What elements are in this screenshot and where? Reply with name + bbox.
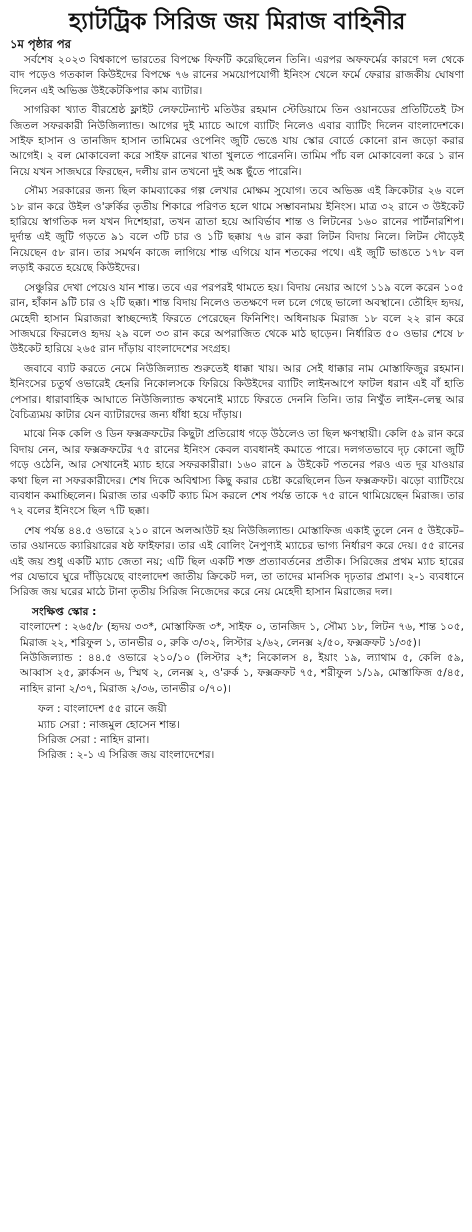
article-paragraph: সাগরিকা খ্যাত বীরশ্রেষ্ঠ ফ্লাইট লেফটেন্যান্ট মতিউর রহমান স্টেডিয়ামে তিন ওয়ানডের প্রতিটিতেই টস জিতল সফরকারী নিউজিল্যান্ড। আগের দুই ম্যাচে আগে ব্যাটিং নিলেও এবার ব্যাটিং দিলেন বাংলাদেশকে। সাইফ হাসান ও তানজিদ হাসান তামিমের ওপেনিং জুটি ভেঙে যায় স্কোর বোর্ডে কোনো রান জড়ো করার আগেই। ২ বল মোকাবেলা করে সাইফ রানের খাতা খুলতে পারেননি। তামিম পাঁচ বল মোকাবেলা করে ১ রান নিয়ে যখন সাজঘরে ফিরছেন, দলীয় রান তখনো দুই অঙ্ক ছুঁতে পারেনি। xyxy=(10,104,464,178)
match-result: ফল : বাংলাদেশ ৫৫ রানে জয়ী xyxy=(38,703,167,716)
article-paragraph: সৌম্য সরকারের জন্য ছিল কামব্যাকের গল্প লেখার মোক্ষম সুযোগ। তবে অভিজ্ঞ এই ক্রিকেটার ২৬ বলে ১৮ রান করে উইল ও'রুর্কির তৃতীয় শিকারে পরিণত হলে থামে সম্ভাবনাময় ইনিংস। মাত্র ৩২ রানে ৩ উইকেট হারিয়ে স্বাগতিক দল যখন দিশেহারা, তখন ত্রাতা হয়ে আবির্ভাব শান্ত ও লিটনের ১৬০ রানের পার্টনারশিপ। দুর্দান্ত এই জুটি গড়তে ৯১ বলে ৩টি চার ও ১টি ছক্কায় ৭৬ রান করা লিটন বিদায় নিলে। লিটন দৌড়েই নিয়েছেন ৫৮ রান। তার সমর্থন কাজে লাগিয়ে শান্ত এগিয়ে যান শতকের পথে। এই জুটি ভাঙতে ১৭৮ বল লড়াই করতে হয়েছে কিউইদের। xyxy=(10,185,464,275)
article-paragraph: শেষ পর্যন্ত ৪৪.৫ ওভারে ২১০ রানে অলআউট হয় নিউজিল্যান্ড। মোস্তাফিজ একাই তুলে নেন ৫ উইকেট– তার ওয়ানডে ক্যারিয়ারের ষষ্ঠ ফাইফার। তার এই বোলিং নৈপুণ্যই ম্যাচের ভাগ্য নির্ধারণ করে দেয়। ৫৫ রানের এই জয় শুধু একটি ম্যাচ জেতা নয়; এটি ছিল একটি শক্ত প্রত্যাবর্তনের প্রতীক। সিরিজের প্রথম ম্যাচ হারের পর যেভাবে ঘুরে দাঁড়িয়েছে বাংলাদেশ জাতীয় ক্রিকেট দল, তা তাদের মানসিক দৃঢ়তার প্রমাণ। ২-১ ব্যবধানে সিরিজ জয় ঘরের মাঠে টানা তৃতীয় সিরিজ নিজেদের করে নেয় মেহেদী হাসান মিরাজের দল। xyxy=(10,524,464,599)
continued-from-label: ১ম পৃষ্ঠার পর xyxy=(10,37,71,51)
headline: হ্যাটট্রিক সিরিজ জয় মিরাজ বাহিনীর xyxy=(68,7,406,35)
scorecard-title: সংক্ষিপ্ত স্কোর : xyxy=(32,605,97,618)
article-paragraph: জবাবে ব্যাট করতে নেমে নিউজিল্যান্ড শুরুতেই ধাক্কা খায়। আর সেই ধাক্কার নাম মোস্তাফিজুর রহমান। ইনিংসের চতুর্থ ওভারেই হেনরি নিকোলসকে ফিরিয়ে কিউইদের ব্যাটিং লাইনআপে ফাটল ধরান এই বাঁ হাতি পেসার। ধারাবাহিক আঘাতে নিউজিল্যান্ড কখনোই ম্যাচে ফিরতে দেননি তিনি। তার নিখুঁত লাইন-লেন্থ আর বৈচিত্র্যময় কাটার যেন ব্যাটারদের জন্য ধাঁধা হয়ে দাঁড়ায়। xyxy=(10,362,464,421)
article-body xyxy=(10,53,464,601)
scorecard xyxy=(10,605,464,764)
player-of-series: সিরিজ সেরা : নাহিদ রানা। xyxy=(38,734,150,747)
article-paragraph: সেঞ্চুরির দেখা পেয়েও যান শান্ত। তবে এর পরপরই থামতে হয়। বিদায় নেয়ার আগে ১১৯ বলে করেন ১০৫ রান, হাঁকান ৯টি চার ও ২টি ছক্কা। শান্ত বিদায় নিলেও ততক্ষণে দল চলে গেছে ভালো অবস্থানে। তৌহিদ হৃদয়, মেহেদী হাসান মিরাজরা স্বাচ্ছন্দ্যেই ফিরতে পেরেছেন ফিনিশিং। অধিনায়ক মিরাজ ১৮ বলে ২২ রান করে সাজঘরে ফিরলেও হৃদয় ২৯ বলে ৩৩ রান করে অপরাজিত থেকে মাঠ ছাড়েন। নির্ধারিত ৫০ ওভার শেষে ৮ উইকেট হারিয়ে ২৬৫ রান দাঁড়ায় বাংলাদেশের সংগ্রহ। xyxy=(10,281,464,356)
article-paragraph: সর্বশেষ ২০২৩ বিশ্বকাপে ভারতের বিপক্ষে ফিফটি করেছিলেন তিনি। এরপর অফফর্মের কারণে দল থেকে বাদ পড়েও গতকাল কিউইদের বিপক্ষে ৭৬ রানের সময়োপযোগী ইনিংস খেলে ফর্মে ফেরার রাজকীয় ঘোষণা দিলেন এই অভিজ্ঞ উইকেটকিপার কাম ব্যাটার। xyxy=(10,54,464,97)
series-result: সিরিজ : ২-১ এ সিরিজ জয় বাংলাদেশের। xyxy=(38,749,215,762)
scorecard-newzealand: নিউজিল্যান্ড : ৪৪.৫ ওভারে ২১০/১০ (লিস্টার ২*; নিকোলস ৪, ইয়াং ১৯, ল্যাথাম ৫, কেলি ৫৯, আব্বাস ২৫, ক্লার্কসন ৬, স্মিথ ২, লেনক্স ২, ও'রুর্ক ১, ফক্সক্রফট ৭৫, শরীফুল ১/১৯, মোস্তাফিজ ৫/৪৫, নাহিদ রানা ২/৩৭, মিরাজ ২/৩৬, তানভীর ০/৭০)। xyxy=(20,652,464,695)
player-of-match: ম্যাচ সেরা : নাজমুল হোসেন শান্ত। xyxy=(38,718,180,731)
scorecard-bangladesh: বাংলাদেশ : ২৬৫/৮ (হৃদয় ৩৩*, মোস্তাফিজ ৩*, সাইফ ০, তানজিদ ১, সৌম্য ১৮, লিটন ৭৬, শান্ত ১০৫, মিরাজ ২২, শরিফুল ১, তানভীর ০, রুকি ৩/৩২, লিস্টার ২/৬২, লেনক্স ২/৫০, ফক্সক্রফট ১/৩৫)। xyxy=(20,621,464,649)
article-paragraph: মাঝে নিক কেলি ও ডিন ফক্সক্রফটের কিছুটা প্রতিরোধ গড়ে উঠলেও তা ছিল ক্ষণস্থায়ী। কেলি ৫৯ রান করে বিদায় নেন, আর ফক্সক্রফটের ৭৫ রানের ইনিংস কেবল ব্যবধানই কমাতে পারে। দলগতভাবে দৃঢ় কোনো জুটি গড়ে ওঠেনি, আর সেখানেই ম্যাচ হারে সফরকারীরা। ১৬০ রানে ৯ উইকেট পতনের পরও এত দূর যাওয়ার কথা ছিল না সফরকারীদের। শেষ দিকে অবিশ্বাস্য কিছু করার চেষ্টা করেছিলেন ডিন ফক্সক্রফট। ঝড়ো ব্যাটিংয়ে ব্যবধান কমাচ্ছিলেন। মিরাজ তার একটি ক্যাচ মিস করলে শেষ পর্যন্ত তাকে ৭৫ রানে থামিয়েছেন মিরাজ। তার ৭২ বলের ইনিংসে ছিল ৭টি ছক্কা। xyxy=(10,428,464,518)
